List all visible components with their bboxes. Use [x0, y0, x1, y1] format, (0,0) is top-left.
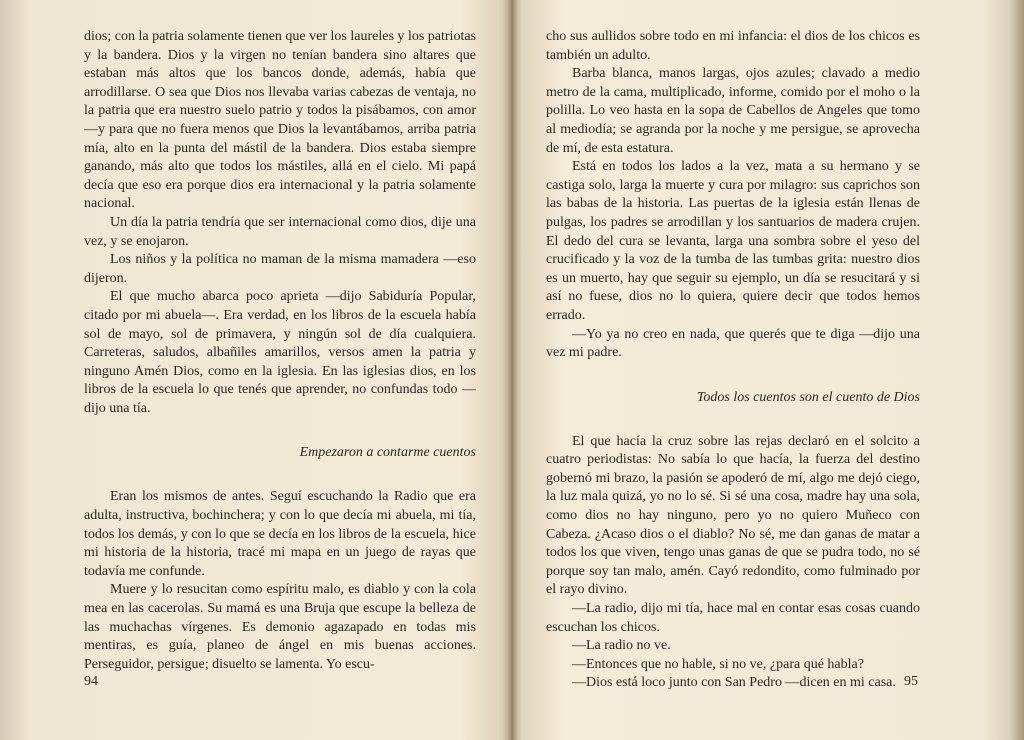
page-number: 94 [84, 674, 98, 689]
paragraph: El que mucho abarca poco aprieta —dijo Sabiduría Popular, citado por mi abuela—. Era verdad, en los libros de la escuela había sol de mayo, sol de primavera, y ningún sol de día cualquiera. Carreteras, saludos, albañiles amarillos, versos amen la patria y ninguno Amén Dios, como en la iglesia. En las iglesias dios, en los libros de la escuela lo que tenés que aprender, no confundas todo —dijo una tía. [84, 289, 476, 416]
paragraph: Barba blanca, manos largas, ojos azules; clavado a medio metro de la cama, multiplicado, informe, comido por el moho o la polilla. Lo veo hasta en la sopa de Cabellos de Angeles que tomo al mediodía; se agranda por la noche y me persigue, se aprovecha de mí, de esta estatura. [546, 66, 920, 156]
paragraph: —La radio, dijo mi tía, hace mal en contar esas cosas cuando escuchan los chicos. [546, 601, 920, 635]
paragraph: Un día la patria tendría que ser internacional como dios, dije una vez, y se enojaron. [84, 214, 476, 249]
section-title: Empezaron a contarme cuentos [299, 445, 476, 461]
right-page [512, 0, 1024, 740]
paragraph: Está en todos los lados a la vez, mata a su hermano y se castiga solo, larga la muerte y cura por milagro: sus caprichos son las babas de la historia. Las puertas de la iglesia están llenas de pulgas, los padres se arrodillan y los santuarios de madera crujen. El dedo del cura se levanta, larga una sombra sobre el yeso del crucificado y la voz de la tumba de las tumbas grita: nuestro dios es un muerto, hay que seguir su ejemplo, un día se resucitará y si así no fuese, dios no lo quiera, quiere decir que todos hemos errado. [546, 159, 920, 323]
page-edge [1010, 0, 1024, 740]
paragraph: —Yo ya no creo en nada, que querés que te diga —dijo una vez mi padre. [546, 326, 920, 361]
paragraph: Muere y lo resucitan como espíritu malo, es diablo y con la cola mea en las cacerolas. Su mamá es una Bruja que escupe la belleza de las muchachas vírgenes. Es demonio agazapado en todas mis mentiras, es guía, planeo de ángel en mis buenas acciones. Perseguidor, persigue; disuelto se lamenta. Yo escu- [84, 582, 476, 672]
paragraph: —La radio no ve. [572, 638, 671, 654]
book-gutter [502, 0, 522, 740]
paragraph: cho sus aullidos sobre todo en mi infancia: el dios de los chicos es también un adulto. [546, 29, 920, 63]
paragraph: —Entonces que no hable, si no ve, ¿para qué habla? [572, 656, 864, 672]
paragraph: Eran los mismos de antes. Seguí escuchando la Radio que era adulta, instructiva, bochinchera; y con lo que decía mi abuela, mi tía, todos los demás, y con lo que se decía en los libros de la escuela, hice mi historia de la historia, tracé mi mapa en un juego de rayas que todavía me confunde. [84, 489, 476, 579]
section-title: Todos los cuentos son el cuento de Dios [696, 389, 920, 405]
paragraph: Los niños y la política no maman de la misma mamadera —eso dijeron. [84, 252, 476, 286]
paragraph: El que hacía la cruz sobre las rejas declaró en el solcito a cuatro periodistas: No sabía lo que hacía, la fuerza del destino gobernó mi brazo, la pasión se apoderó de mí, algo me dejó ciego, la luz mala quizá, yo no lo sé. Si sé una cosa, madre hay una sola, como dios no hay ninguno, pero yo no quiero Muñeco con Cabeza. ¿Acaso dios o el diablo? No sé, me dan ganas de matar a todos los que viven, tengo unas ganas de que se pudra todo, no sé porque soy tan malo, amén. Cayó redondito, como fulminado por el rayo divino. [546, 433, 920, 598]
page-number: 95 [904, 674, 918, 689]
paragraph: dios; con la patria solamente tienen que ver los laureles y los patriotas y la bandera. Dios y la virgen no tenían bandera sino altares que estaban más altos que los bancos donde, además, había que arrodillarse. O sea que Dios nos llevaba varias cabezas de ventaja, no la patria que era nuestro suelo patrio y todos la pisábamos, con amor —y para que no fuera menos que Dios la levantábamos, arriba patria mía, alto en la punta del mástil de la bandera. Dios estaba siempre ganando, más alto que todos los mástiles, allá en el cielo. Mi papá decía que eso era porque dios era internacional y la patria solamente nacional. [84, 29, 476, 212]
paragraph: —Dios está loco junto con San Pedro —dicen en mi casa. [572, 675, 896, 691]
